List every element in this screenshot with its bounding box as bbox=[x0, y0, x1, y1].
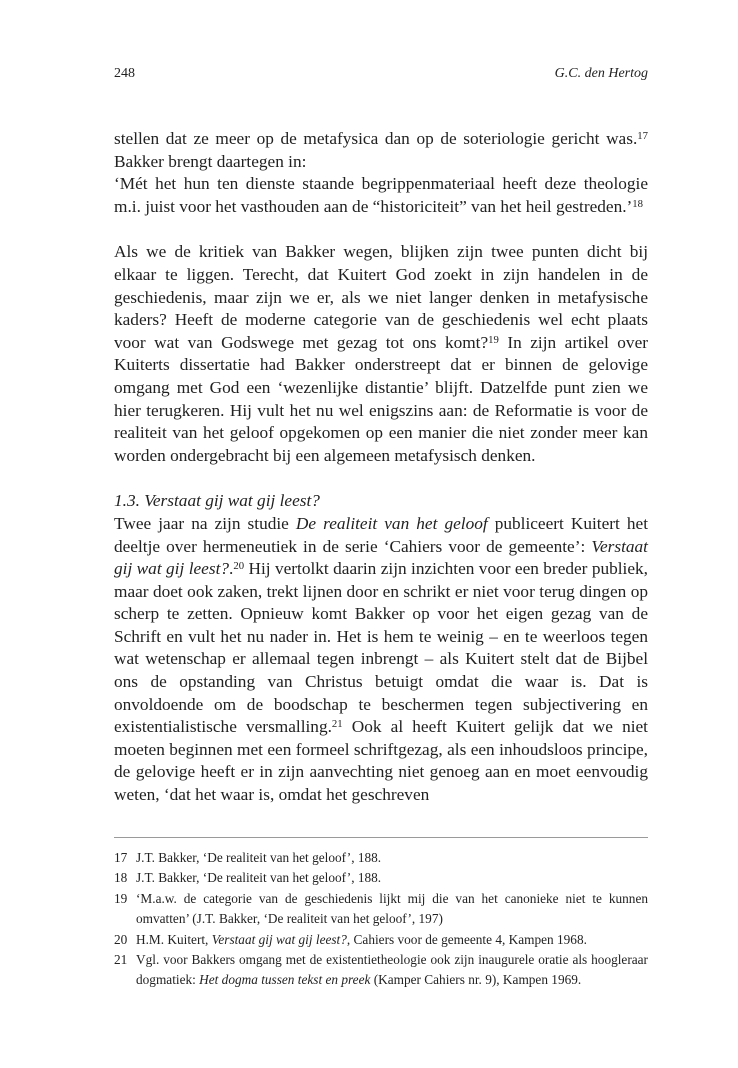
running-header-author: G.C. den Hertog bbox=[554, 66, 648, 81]
footnotes bbox=[114, 848, 648, 991]
footnote-text bbox=[136, 950, 648, 991]
footnote bbox=[114, 848, 648, 868]
footnote-number: 19 bbox=[114, 890, 128, 906]
paragraph-text: . bbox=[229, 559, 234, 579]
section-heading: 1.3. Verstaat gij wat gij leest? bbox=[114, 491, 320, 511]
book-title: De realiteit van het geloof bbox=[295, 513, 488, 533]
paragraph-1 bbox=[114, 128, 648, 173]
paragraph-text: stellen dat ze meer op de metafysica dan op de soteriologie gericht was. bbox=[114, 129, 638, 148]
paragraph-text: Hij vertolkt daarin zijn inzichten voor een breder publiek, maar doet ook zaken, trekt lijnen door en schrikt er niet voor terug dingen op scherp te zetten. Opnieuw komt Bakker op voor het eigen gezag van de Schrift en vult het nu nader in. Het is hem te weinig – en te weerloos tegen wat wetenschap er allemaal tegen inbrengt – als Kuitert stelt dat de Bijbel ons de opstanding van Christus betuigt omdat die waar is. Dat is onvoldoende om de boodschap te beschermen tegen subjectivering en existentialistische versmalling. bbox=[114, 559, 648, 737]
paragraph-text: Als we de kritiek van Bakker wegen, blijken zijn twee punten dicht bij elkaar te liggen. Terecht, dat Kuitert God zoekt in zijn handelen in de geschiedenis, maar zijn we er, als we niet langer denken in metafysische kaders? Heeft de moderne categorie van de geschiedenis wel echt plaats voor wat van Godswege met gezag tot ons komt? bbox=[114, 242, 648, 352]
footnote-number: 17 bbox=[114, 850, 128, 865]
footnote-ref-21[interactable]: 21 bbox=[331, 718, 343, 731]
footnote-number: 21 bbox=[114, 952, 128, 968]
quote-text: ‘Mét het hun ten dienste staande begrippenmateriaal heeft deze theologie m.i. juist voor het vasthouden aan de “historiciteit” van het heil gestreden.’ bbox=[114, 174, 648, 216]
footnote-number: 18 bbox=[114, 870, 128, 886]
footnote-text: J.T. Bakker, ‘De realiteit van het geloof’, 188. bbox=[136, 850, 382, 865]
footnote-separator bbox=[114, 837, 648, 838]
book-title: Het dogma tussen tekst en preek bbox=[199, 972, 371, 988]
footnote-text: ‘M.a.w. de categorie van de geschiedenis lijkt mij die van het canonieke niet te kunnen omvatten’ (J.T. Bakker, ‘De realiteit van het geloof’, 197) bbox=[136, 890, 648, 927]
footnote-text bbox=[136, 930, 648, 950]
paragraph-text: Twee jaar na zijn studie bbox=[114, 513, 296, 533]
footnote-ref-17[interactable]: 17 bbox=[637, 130, 648, 143]
footnote bbox=[114, 930, 648, 950]
block-quote bbox=[114, 173, 648, 218]
page-number: 248 bbox=[114, 66, 135, 81]
paragraph-text: Ook al heeft Kuitert gelijk dat we niet moeten beginnen met een formeel schriftgezag, als een inhoudsloos principe, de gelovige heeft er in zijn aanvechting niet genoeg aan en moet eenvoudig weten, ‘dat het waar is, omdat het geschreven bbox=[114, 717, 648, 805]
footnote-number: 20 bbox=[114, 931, 128, 947]
book-title: Verstaat gij wat gij leest? bbox=[114, 536, 648, 579]
footnote bbox=[114, 950, 648, 991]
paragraph-3 bbox=[114, 513, 648, 807]
footnote-ref-19[interactable]: 19 bbox=[488, 333, 499, 346]
paragraph-2 bbox=[114, 241, 648, 467]
footnote bbox=[114, 889, 648, 930]
paragraph-text: In zijn artikel over Kuiterts dissertatie had Bakker onderstreept dat er binnen de gelovige omgang met God een ‘wezenlijke distantie’ blijft. Datzelfde punt zien we hier terugkeren. Hij vult het nu wel enigszins aan: de Reformatie is voor de realiteit van het geloof opgekomen op een manier die niet zonder meer kan worden ondergebracht bij een algemeen metafysisch denken. bbox=[114, 332, 648, 465]
paragraph-text: Bakker brengt daartegen in: bbox=[114, 151, 307, 171]
footnote-ref-18[interactable]: 18 bbox=[632, 197, 644, 210]
footnote bbox=[114, 868, 648, 888]
main-text bbox=[114, 128, 648, 807]
footnote-text: J.T. Bakker, ‘De realiteit van het geloof’, 188. bbox=[136, 870, 382, 886]
footnote-text-part: (Kamper Cahiers nr. 9), Kampen 1969. bbox=[370, 972, 582, 988]
footnote-ref-20[interactable]: 20 bbox=[233, 560, 245, 573]
footnote-text-part: , Cahiers voor de gemeente 4, Kampen 1968. bbox=[346, 931, 587, 947]
footnote-text-part: Vgl. voor Bakkers omgang met de existentietheologie ook zijn inaugurele oratie als hoogleraar dogmatiek: bbox=[136, 952, 648, 988]
footnote-text-part: H.M. Kuitert, bbox=[136, 931, 212, 947]
book-title: Verstaat gij wat gij leest? bbox=[211, 931, 347, 947]
paragraph-text: publiceert Kuitert het deeltje over hermeneutiek in de serie ‘Cahiers voor de gemeente’: bbox=[114, 513, 649, 556]
